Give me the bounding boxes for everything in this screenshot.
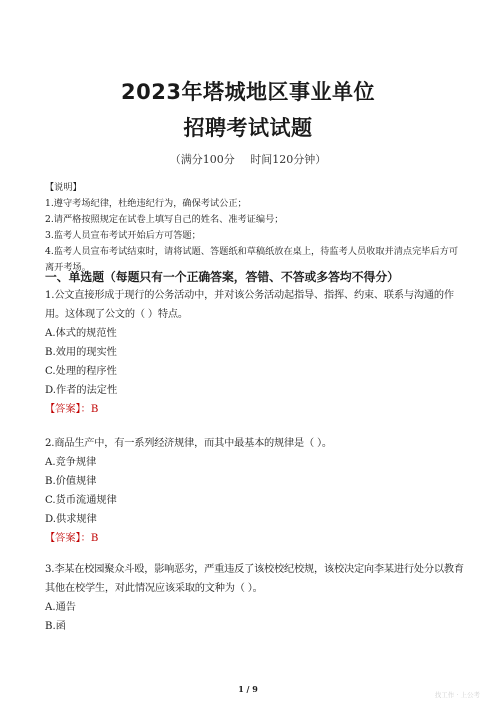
option-a: A.体式的规范性 xyxy=(45,328,117,339)
section-heading: 一、单选题（每题只有一个正确答案，答错、不答或多答均不得分） xyxy=(45,270,399,284)
option-a: A.通告 xyxy=(45,602,76,613)
score-note: （满分100分 xyxy=(169,153,235,166)
watermark-text: 找工作 · 上公考 xyxy=(434,691,480,699)
exam-info xyxy=(0,151,496,167)
instructions xyxy=(45,180,465,276)
instruction-item: 1.遵守考场纪律，杜绝违纪行为，确保考试公正； xyxy=(45,198,247,209)
question-stem: 1.公文直接形成于现行的公务活动中，并对该公务活动起指导、指挥、约束、联系与沟通的作用。这体现了公文的（ ）特点。 xyxy=(45,290,454,320)
question-stem: 3.李某在校园聚众斗殴，影响恶劣，严重违反了该校校纪校规，该校决定向李某进行处分以教育其他在校学生，对此情况应该采取的文种为（ ）。 xyxy=(45,564,464,594)
answer: 【答案】：B xyxy=(45,404,99,415)
option-d: D.供求规律 xyxy=(45,514,97,525)
question-3 xyxy=(45,560,465,636)
instruction-item: 4.监考人员宣布考试结束时，请将试题、答题纸和草稿纸放在桌上，待监考人员收取并清点完毕后方可离开考场。 xyxy=(45,246,459,273)
answer: 【答案】：B xyxy=(45,533,99,544)
option-b: B.函 xyxy=(45,621,66,632)
question-2 xyxy=(45,434,465,548)
doc-title-line2: 招聘考试试题 xyxy=(183,116,313,140)
instruction-item: 3.监考人员宣布考试开始后方可答题； xyxy=(45,230,201,241)
option-a: A.竞争规律 xyxy=(45,457,97,468)
option-b: B.价值规律 xyxy=(45,476,97,487)
option-c: C.处理的程序性 xyxy=(45,366,117,377)
time-note: 时间120分钟） xyxy=(250,153,327,166)
option-c: C.货币流通规律 xyxy=(45,495,117,506)
option-b: B.效用的现实性 xyxy=(45,347,117,358)
instructions-header: 【说明】 xyxy=(45,182,82,193)
instruction-item: 2.请严格按照规定在试卷上填写自己的姓名、准考证编号； xyxy=(45,214,284,225)
page-number: 1 / 9 xyxy=(238,684,258,694)
question-stem: 2.商品生产中，有一系列经济规律，而其中最基本的规律是（ ）。 xyxy=(45,438,332,449)
question-1 xyxy=(45,286,465,419)
option-d: D.作者的法定性 xyxy=(45,385,118,396)
doc-title-line1: 2023年塔城地区事业单位 xyxy=(121,80,375,104)
